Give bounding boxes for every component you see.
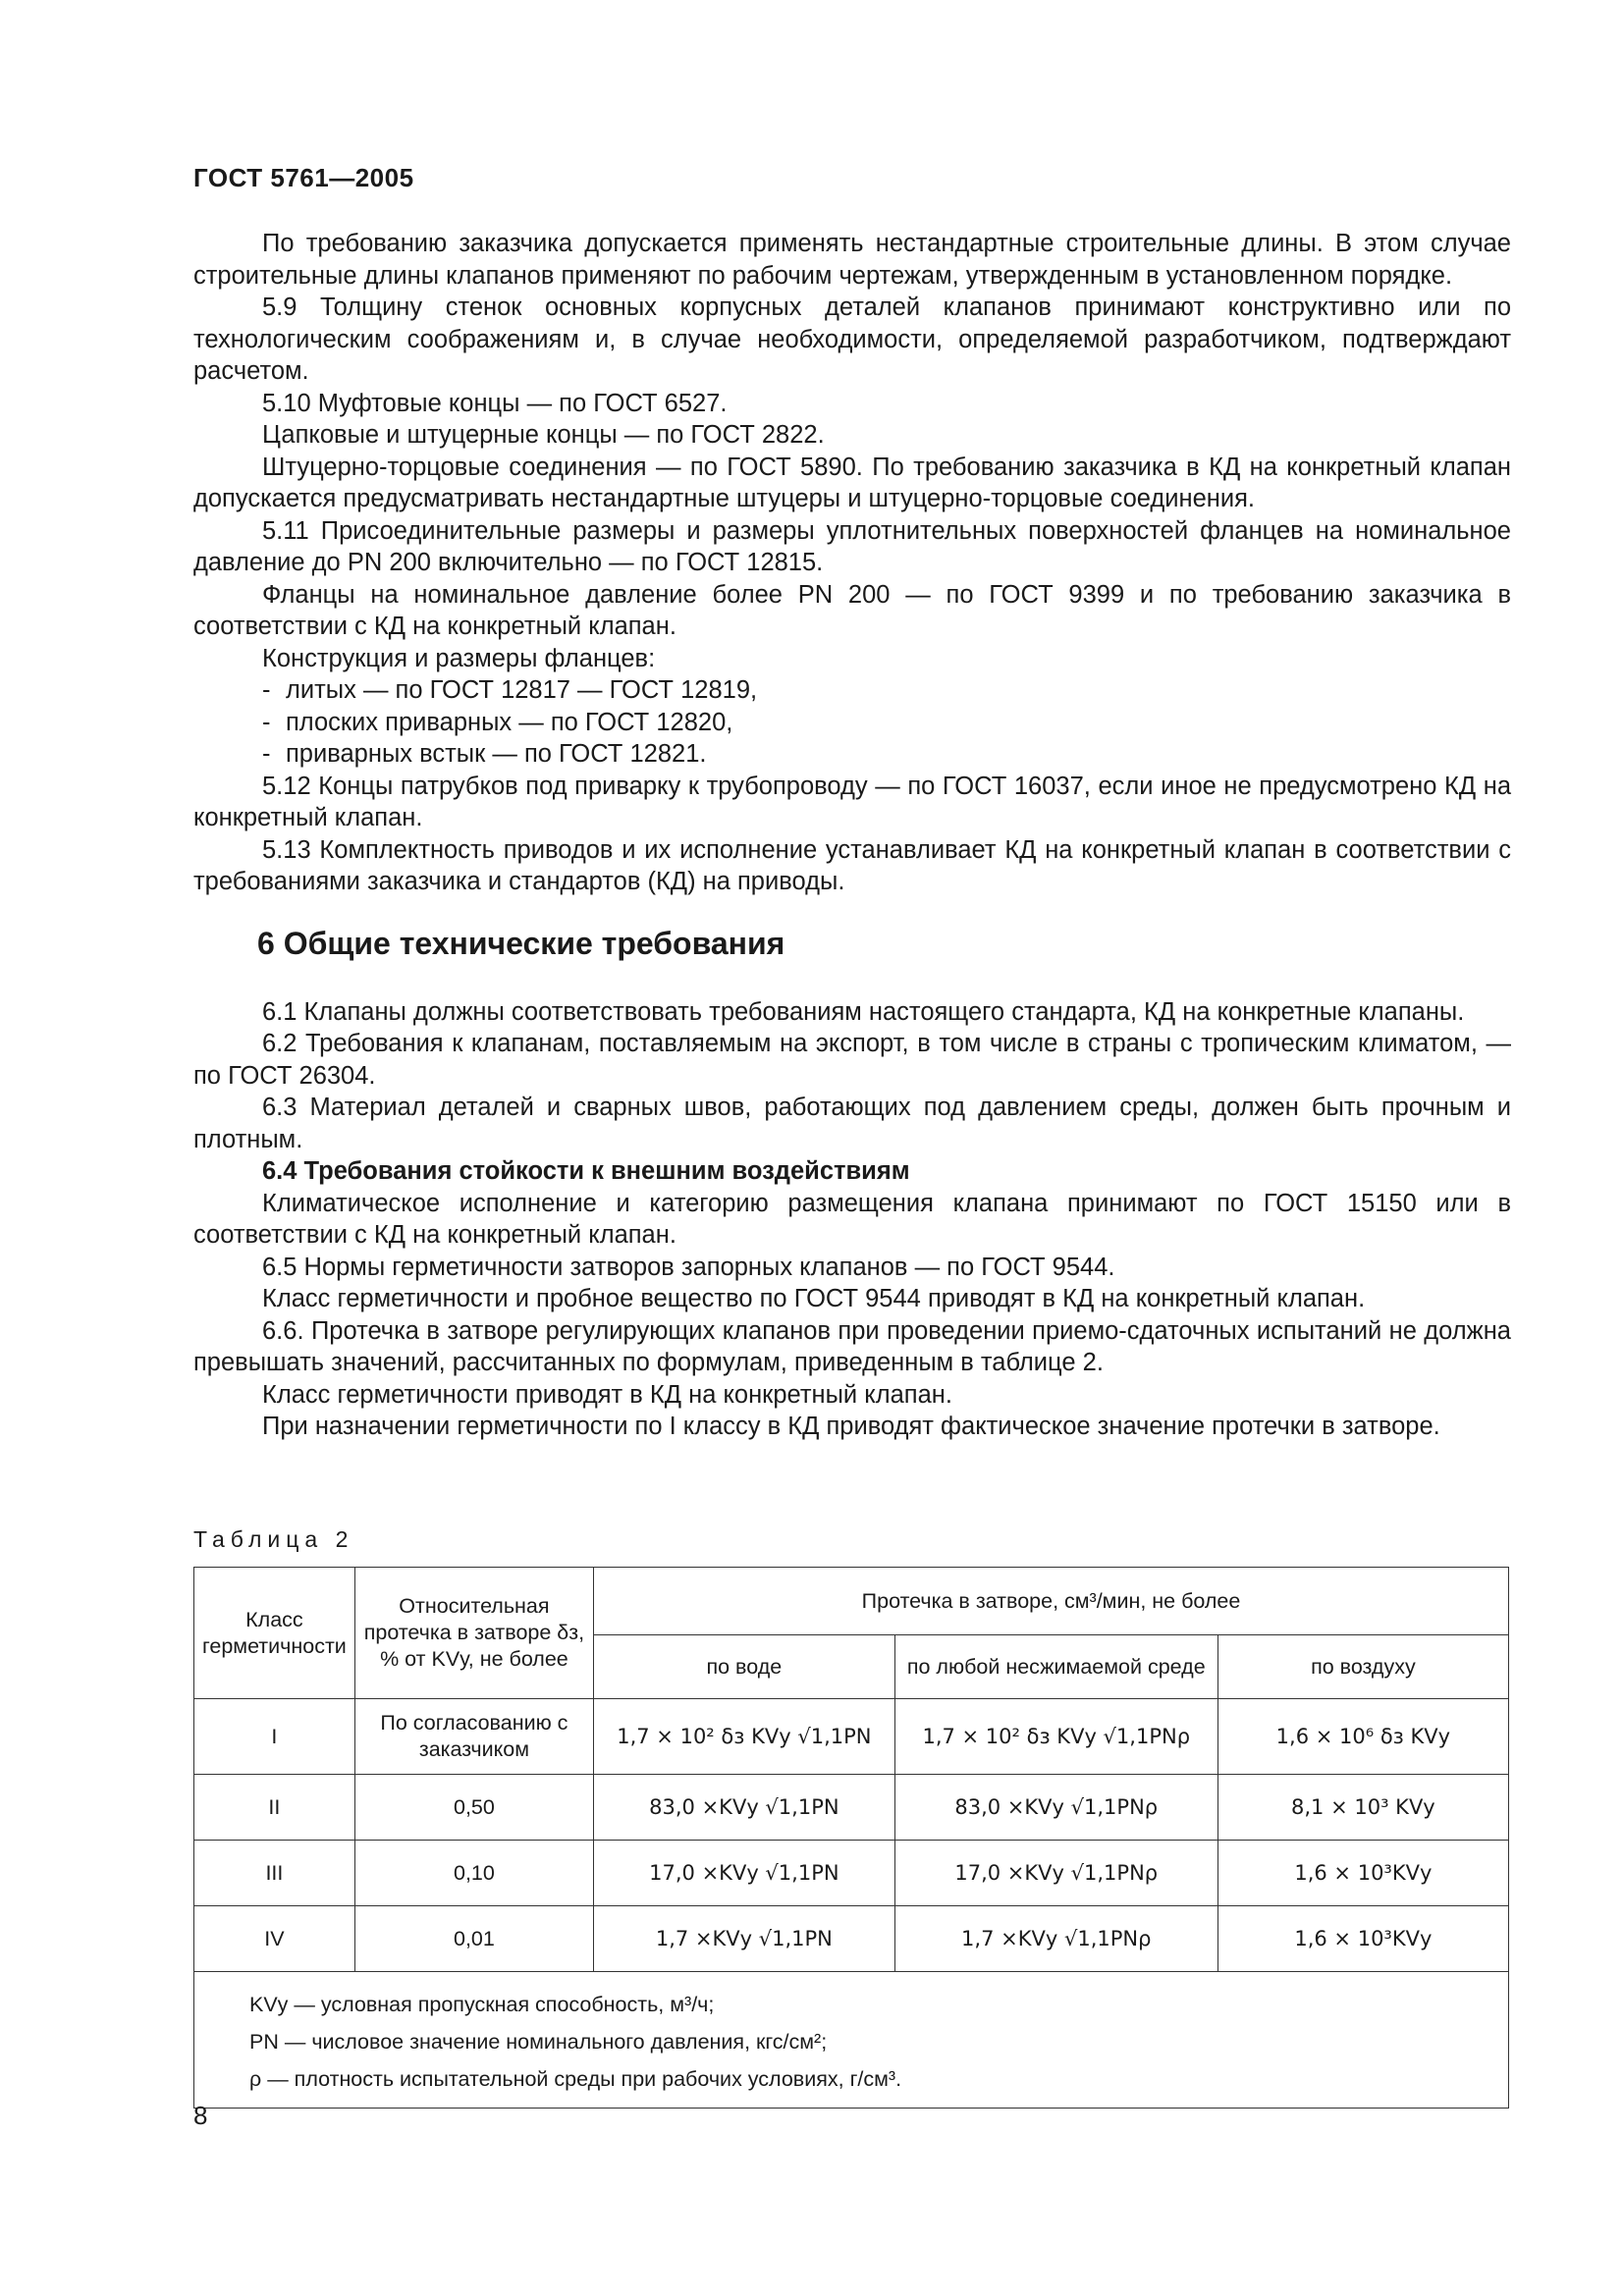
paragraph: Класс герметичности приводят в КД на конкретный клапан. — [262, 1380, 952, 1409]
paragraph: 5.13 Комплектность приводов и их исполнение устанавливает КД на конкретный клапан в соответствии с требованиями заказчика и стандартов (КД) на приводы. — [193, 835, 1511, 895]
cell-water-formula: 1,7 ×KVу √1,1PN — [594, 1906, 895, 1972]
paragraph: Климатическое исполнение и категорию размещения клапана принимают по ГОСТ 15150 или в соответствии с КД на конкретный клапан. — [193, 1189, 1511, 1249]
paragraph: 6.6. Протечка в затворе регулирующих клапанов при проведении приемо-сдаточных испытаний не должна превышать значений, рассчитанных по формулам, приведенным в таблице 2. — [193, 1316, 1511, 1376]
paragraph: 5.10 Муфтовые концы — по ГОСТ 6527. — [262, 389, 728, 417]
header-leakage-group: Протечка в затворе, см³/мин, не более — [594, 1568, 1509, 1635]
cell-class: II — [194, 1775, 355, 1841]
cell-water-formula: 1,7 × 10² δз KVу √1,1PN — [594, 1699, 895, 1775]
cell-liquid-formula: 17,0 ×KVу √1,1PNρ — [894, 1841, 1217, 1906]
paragraph: 5.9 Толщину стенок основных корпусных деталей клапанов принимают конструктивно или по технологическим соображениям и, в случае необходимости, определяемой разработчиком, подтверждают расчетом. — [193, 294, 1511, 385]
section-title: 6 Общие технические требования — [257, 925, 785, 961]
subsection-title: 6.4 Требования стойкости к внешним воздействиям — [262, 1157, 910, 1185]
paragraph: 6.1 Клапаны должны соответствовать требованиям настоящего стандарта, КД на конкретные клапаны. — [262, 997, 1465, 1026]
table-row — [194, 1906, 1509, 1972]
paragraph: 5.11 Присоединительные размеры и размеры уплотнительных поверхностей фланцев на номинальное давление до PN 200 включительно — по ГОСТ 12815. — [193, 516, 1511, 576]
cell-relative-leakage: 0,10 — [354, 1841, 593, 1906]
paragraph: Класс герметичности и пробное вещество по ГОСТ 9544 приводят в КД на конкретный клапан. — [262, 1285, 1366, 1312]
header-relative-leakage: Относительная протечка в затворе δз, % от KVу, не более — [354, 1568, 593, 1699]
paragraph: 6.5 Нормы герметичности затворов запорных клапанов — по ГОСТ 9544. — [262, 1253, 1115, 1281]
note-kvy: KVу — условная пропускная способность, м³/ч; — [249, 1993, 715, 2016]
cell-liquid-formula: 1,7 × 10² δз KVу √1,1PNρ — [894, 1699, 1217, 1775]
leakage-table — [193, 1567, 1509, 2109]
note-pn: PN — числовое значение номинального давления, кгс/см²; — [249, 2030, 828, 2054]
document-body — [193, 228, 1511, 1443]
note-rho: ρ — плотность испытательной среды при рабочих условиях, г/см³. — [249, 2067, 902, 2091]
paragraph: При назначении герметичности по I классу в КД приводят фактическое значение протечки в затворе. — [262, 1413, 1440, 1440]
table-row — [194, 1699, 1509, 1775]
header-water: по воде — [594, 1635, 895, 1699]
table-row — [194, 1775, 1509, 1841]
dash-list-item: - плоских приварных — по ГОСТ 12820, — [262, 708, 733, 736]
paragraph: 6.3 Материал деталей и сварных швов, работающих под давлением среды, должен быть прочным и плотным. — [193, 1094, 1511, 1153]
cell-air-formula: 8,1 × 10³ KVу — [1217, 1775, 1508, 1841]
cell-air-formula: 1,6 × 10³KVу — [1217, 1841, 1508, 1906]
dash-list-item-text: плоских приварных — по ГОСТ 12820, — [286, 708, 733, 736]
table-row — [194, 1841, 1509, 1906]
paragraph: По требованию заказчика допускается применять нестандартные строительные длины. В этом случае строительные длины клапанов применяют по рабочим чертежам, утвержденным в установленном порядке. — [193, 230, 1511, 290]
table-notes — [194, 1972, 1509, 2109]
header-liquid: по любой несжимаемой среде — [894, 1635, 1217, 1699]
header-tightness-class: Класс герметичности — [194, 1568, 355, 1699]
cell-relative-leakage: По согласованию с заказчиком — [354, 1699, 593, 1775]
cell-class: I — [194, 1699, 355, 1775]
dash-list-item: - литых — по ГОСТ 12817 — ГОСТ 12819, — [262, 676, 758, 704]
cell-air-formula: 1,6 × 10⁶ δз KVу — [1217, 1699, 1508, 1775]
paragraph: Цапковые и штуцерные концы — по ГОСТ 2822. — [262, 421, 825, 449]
paragraph: 6.2 Требования к клапанам, поставляемым на экспорт, в том числе в страны с тропическим климатом, — по ГОСТ 26304. — [193, 1030, 1511, 1090]
dash-list-item: - приварных встык — по ГОСТ 12821. — [262, 740, 707, 768]
paragraph: Фланцы на номинальное давление более PN 200 — по ГОСТ 9399 и по требованию заказчика в соответствии с КД на конкретный клапан. — [193, 580, 1511, 640]
paragraph: Штуцерно-торцовые соединения — по ГОСТ 5890. По требованию заказчика в КД на конкретный клапан допускается предусматривать нестандартные штуцеры и штуцерно-торцовые соединения. — [193, 453, 1511, 512]
cell-relative-leakage: 0,50 — [354, 1775, 593, 1841]
page-number: 8 — [193, 2101, 208, 2130]
dash-list-item-text: литых — по ГОСТ 12817 — ГОСТ 12819, — [286, 676, 758, 704]
cell-air-formula: 1,6 × 10³KVу — [1217, 1906, 1508, 1972]
cell-relative-leakage: 0,01 — [354, 1906, 593, 1972]
cell-water-formula: 83,0 ×KVу √1,1PN — [594, 1775, 895, 1841]
table-caption: Таблица 2 — [193, 1526, 354, 1552]
cell-class: III — [194, 1841, 355, 1906]
paragraph: Конструкция и размеры фланцев: — [262, 644, 656, 672]
cell-liquid-formula: 1,7 ×KVу √1,1PNρ — [894, 1906, 1217, 1972]
cell-liquid-formula: 83,0 ×KVу √1,1PNρ — [894, 1775, 1217, 1841]
document-header: ГОСТ 5761—2005 — [193, 163, 414, 192]
header-air: по воздуху — [1217, 1635, 1508, 1699]
paragraph: 5.12 Концы патрубков под приварку к трубопроводу — по ГОСТ 16037, если иное не предусмотрено КД на конкретный клапан. — [193, 772, 1511, 831]
cell-water-formula: 17,0 ×KVу √1,1PN — [594, 1841, 895, 1906]
cell-class: IV — [194, 1906, 355, 1972]
dash-list-item-text: приварных встык — по ГОСТ 12821. — [286, 740, 707, 768]
